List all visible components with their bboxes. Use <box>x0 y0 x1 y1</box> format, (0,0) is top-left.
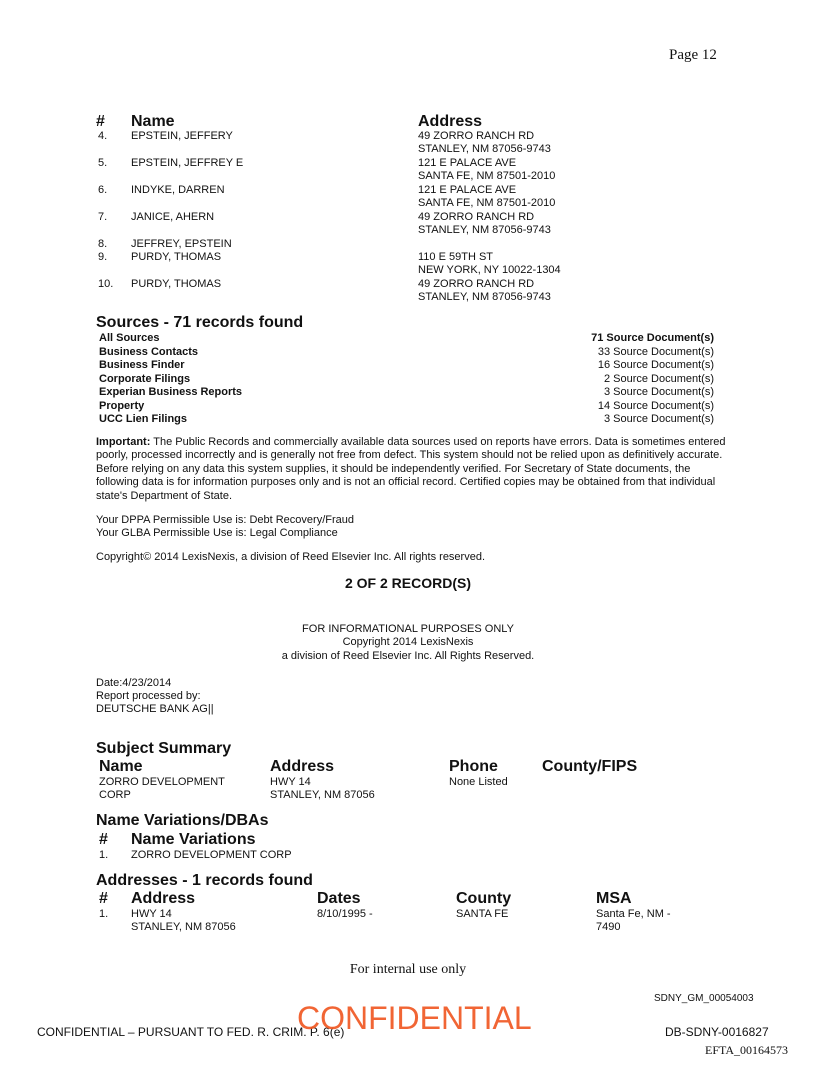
row-name: JEFFREY, EPSTEIN <box>131 238 232 250</box>
bates-sdny-gm: SDNY_GM_00054003 <box>654 993 754 1004</box>
sources-list <box>99 332 714 427</box>
row-address: 49 ZORRO RANCH RD STANLEY, NM 87056-9743 <box>418 278 551 303</box>
addr-dates-header: Dates <box>317 890 361 907</box>
row-name: INDYKE, DARREN <box>131 184 225 196</box>
source-row: Property 14 Source Document(s) <box>99 399 714 412</box>
important-notice: Important: The Public Records and commercially available data sources used on reports have errors. Data is sometimes entered poorly, processed incorrectly and is generally not free from defect. This system should not be relied upon as definitively accurate. Before relying on any data this system supplies, it should be independently verified. For Secretary of State documents, the following data is for information purposes only and is not an official record. Certified copies may be obtained from that individual state's Department of State. <box>96 436 726 502</box>
addr-row-msa: Santa Fe, NM - 7490 <box>596 908 671 933</box>
source-row: Business Finder 16 Source Document(s) <box>99 359 714 371</box>
ss-phone-value: None Listed <box>449 776 508 788</box>
addr-msa-header: MSA <box>596 890 632 907</box>
source-row: Experian Business Reports 3 Source Document(s) <box>99 386 714 398</box>
source-row: All Sources 71 Source Document(s) <box>99 332 714 344</box>
nv-row-num: 1. <box>99 849 109 861</box>
row-name: EPSTEIN, JEFFREY E <box>131 157 244 169</box>
row-address: 121 E PALACE AVE SANTA FE, NM 87501-2010 <box>418 157 556 182</box>
confidential-notice: CONFIDENTIAL – PURSUANT TO FED. R. CRIM. P. 6(e) <box>37 1025 345 1039</box>
ss-name-value: ZORRO DEVELOPMENT CORP <box>99 776 225 801</box>
addr-num-header: # <box>99 890 108 907</box>
row-num: 10. <box>98 278 114 290</box>
addr-row-num: 1. <box>99 908 109 920</box>
row-address: 49 ZORRO RANCH RD STANLEY, NM 87056-9743 <box>418 130 551 155</box>
ss-address-value: HWY 14 STANLEY, NM 87056 <box>270 776 375 801</box>
name-variations-title: Name Variations/DBAs <box>96 812 269 829</box>
ss-phone-header: Phone <box>449 758 498 775</box>
report-meta: Date:4/23/2014 Report processed by: DEUTSCHE BANK AG|| <box>96 677 214 715</box>
source-row: Corporate Filings 2 Source Document(s) <box>99 372 714 385</box>
row-num: 9. <box>98 251 108 263</box>
row-name: EPSTEIN, JEFFERY <box>131 130 233 142</box>
addr-county-header: County <box>456 890 512 907</box>
bates-efta: EFTA_00164573 <box>705 1043 789 1057</box>
row-address: 121 E PALACE AVE SANTA FE, NM 87501-2010 <box>418 184 556 209</box>
dppa-use: Your DPPA Permissible Use is: Debt Recovery/Fraud <box>96 514 354 526</box>
addresses-title: Addresses - 1 records found <box>96 872 313 889</box>
row-address: 49 ZORRO RANCH RD STANLEY, NM 87056-9743 <box>418 211 551 236</box>
bates-db-sdny: DB-SDNY-0016827 <box>665 1025 769 1039</box>
nv-row-name: ZORRO DEVELOPMENT CORP <box>131 849 292 861</box>
row-num: 6. <box>98 184 108 196</box>
row-num: 8. <box>98 238 108 250</box>
ss-address-header: Address <box>270 758 335 775</box>
record-heading: 2 OF 2 RECORD(S) <box>344 575 471 591</box>
ss-name-header: Name <box>99 758 143 775</box>
row-name: PURDY, THOMAS <box>131 251 222 263</box>
subject-summary-title: Subject Summary <box>96 740 232 757</box>
ss-county-header: County/FIPS <box>542 758 638 775</box>
glba-use: Your GLBA Permissible Use is: Legal Compliance <box>96 527 338 539</box>
col-num-header: # <box>96 113 105 130</box>
addr-row-address: HWY 14 STANLEY, NM 87056 <box>131 908 236 933</box>
nv-name-header: Name Variations <box>131 831 256 848</box>
source-row: Business Contacts 33 Source Document(s) <box>99 345 714 358</box>
sources-title: Sources - 71 records found <box>96 314 304 331</box>
col-address-header: Address <box>418 113 483 130</box>
internal-use-note: For internal use only <box>349 962 467 977</box>
confidential-watermark: CONFIDENTIAL <box>297 1000 532 1036</box>
row-address: 110 E 59TH ST NEW YORK, NY 10022-1304 <box>418 251 561 276</box>
nv-num-header: # <box>99 831 108 848</box>
page-number: Page 12 <box>669 47 717 63</box>
row-num: 5. <box>98 157 108 169</box>
addr-row-dates: 8/10/1995 - <box>317 908 373 920</box>
addr-address-header: Address <box>131 890 196 907</box>
row-num: 7. <box>98 211 108 223</box>
row-num: 4. <box>98 130 108 142</box>
col-name-header: Name <box>131 113 175 130</box>
addr-row-county: SANTA FE <box>456 908 509 920</box>
info-block: FOR INFORMATIONAL PURPOSES ONLY Copyright 2014 LexisNexis a division of Reed Elsevier Inc. All Rights Reserved. <box>281 623 535 662</box>
copyright-line: Copyright© 2014 LexisNexis, a division of Reed Elsevier Inc. All rights reserved. <box>96 551 486 563</box>
row-name: JANICE, AHERN <box>131 211 215 223</box>
source-row: UCC Lien Filings 3 Source Document(s) <box>99 413 714 425</box>
row-name: PURDY, THOMAS <box>131 278 222 290</box>
